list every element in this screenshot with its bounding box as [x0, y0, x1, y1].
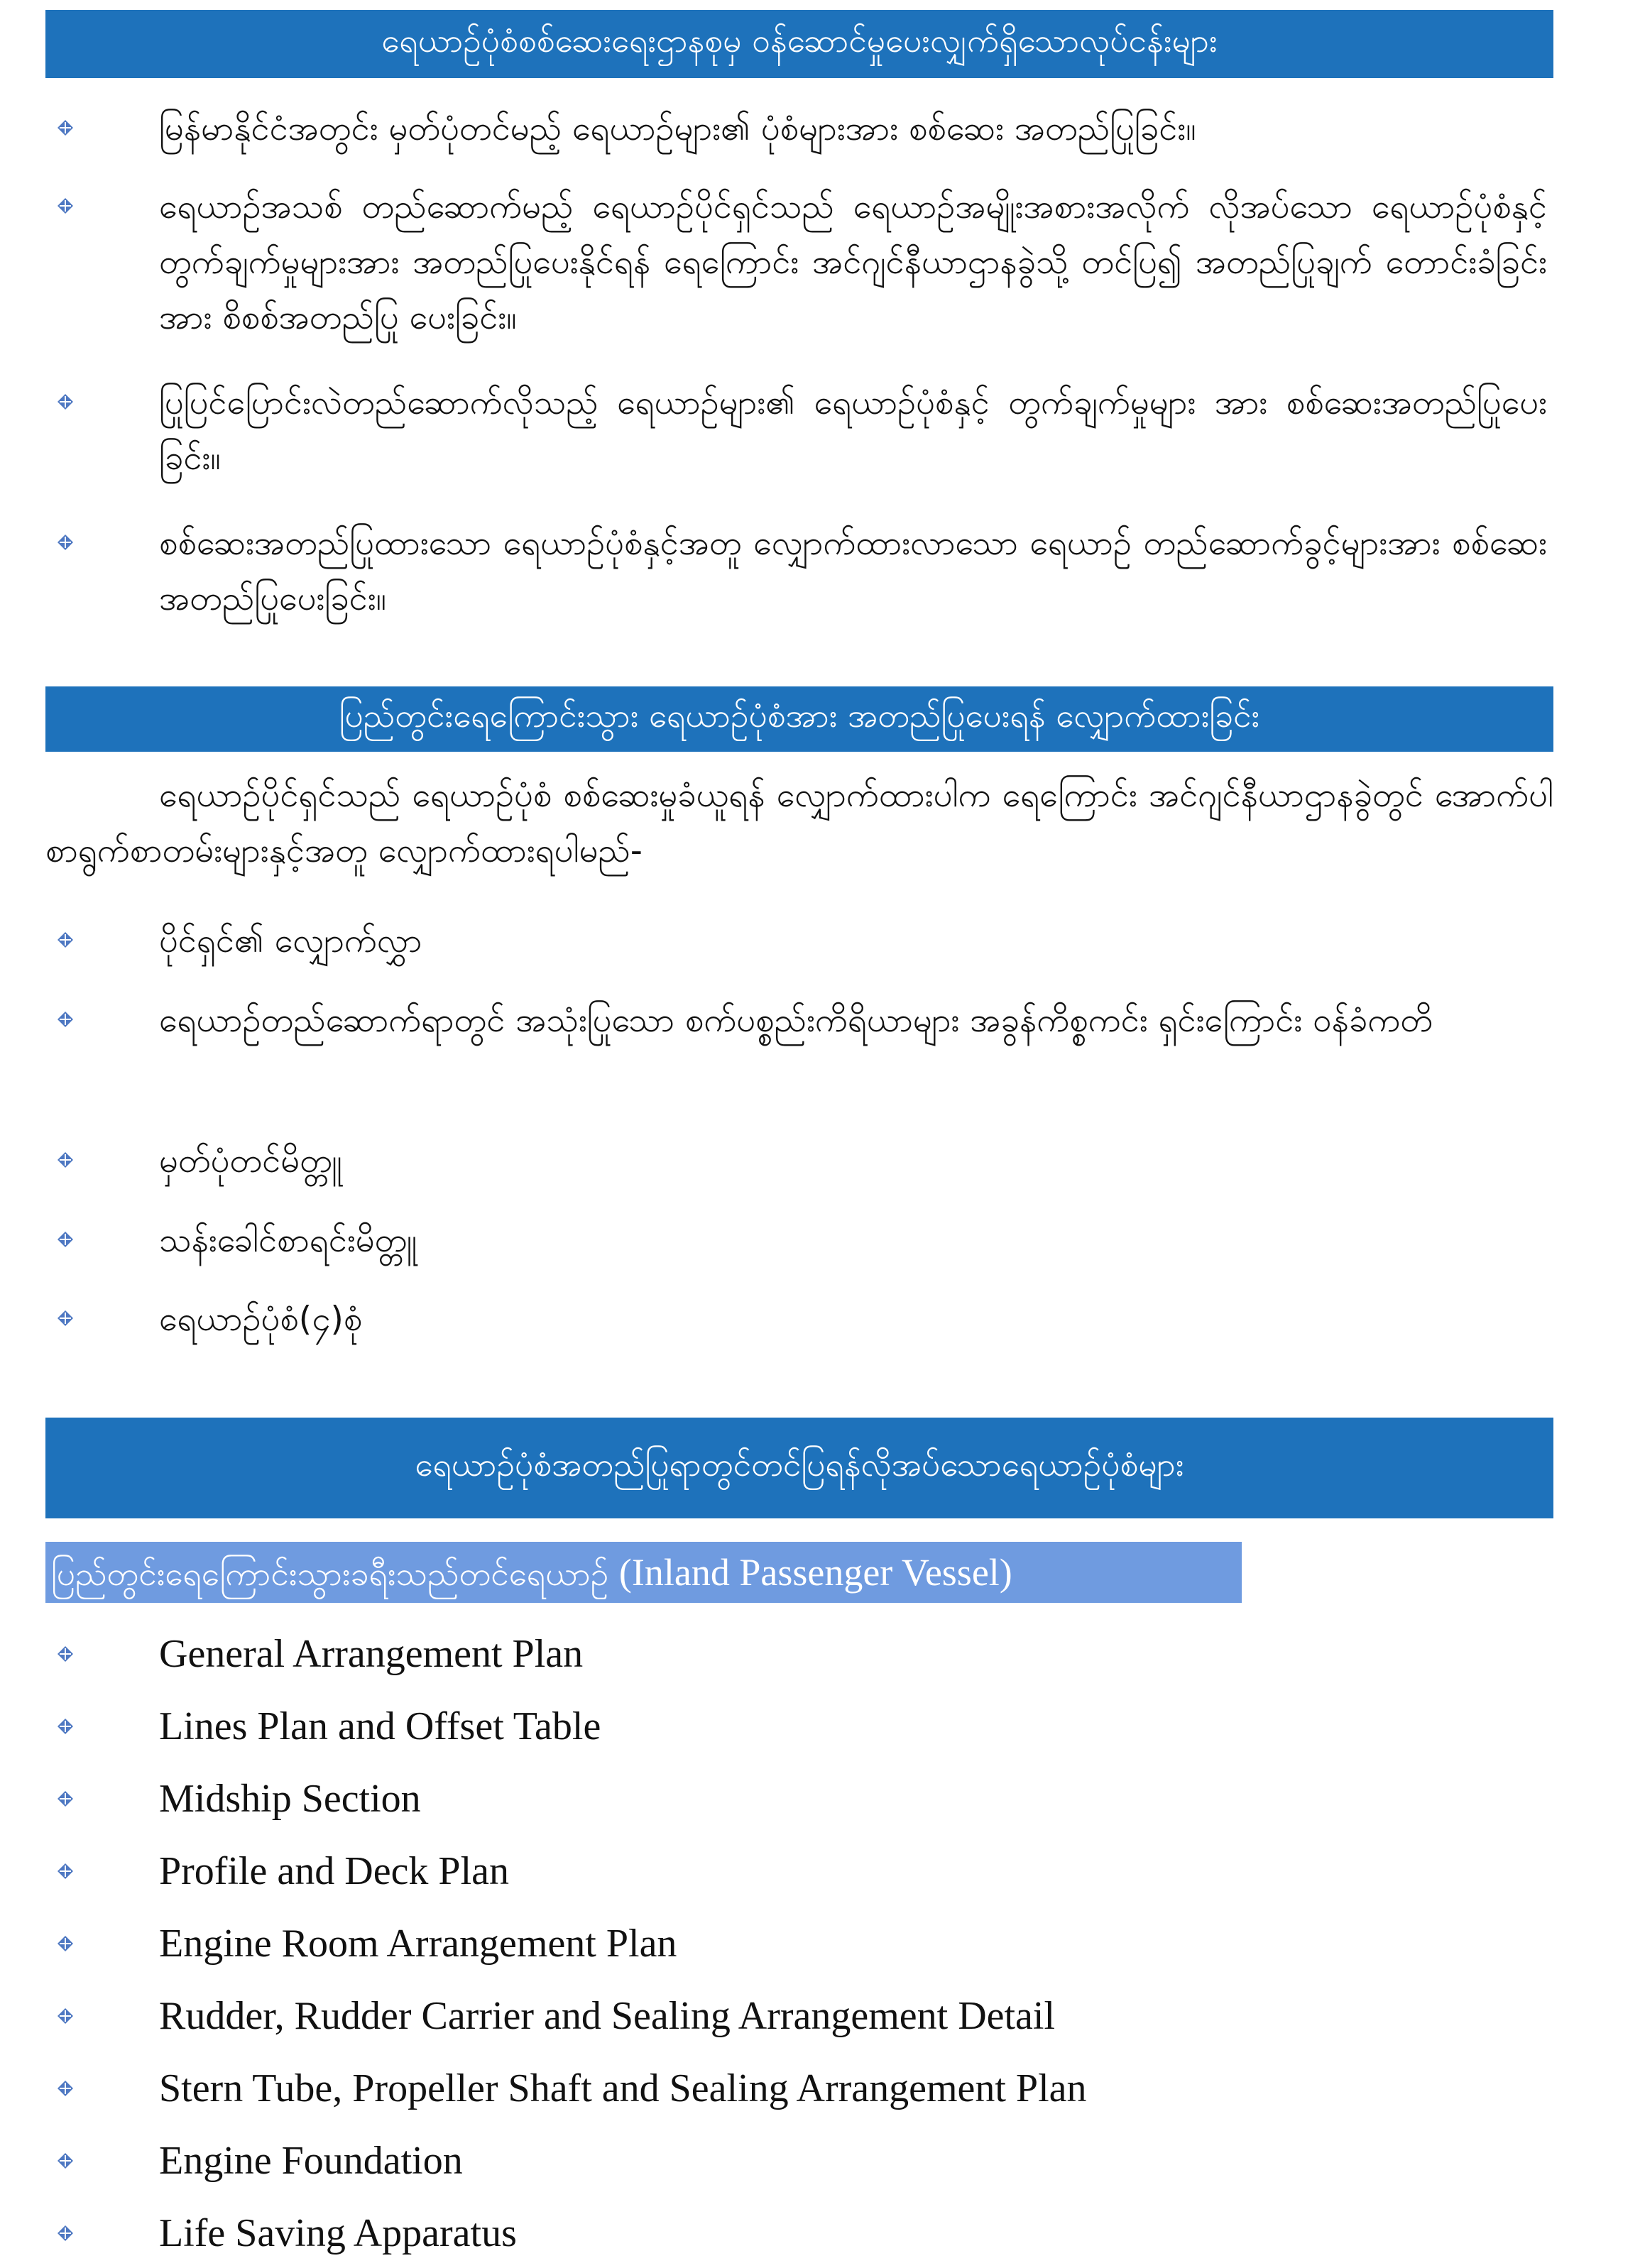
required-plan-item: General Arrangement Plan [159, 1632, 584, 1676]
required-plan-item: Profile and Deck Plan [159, 1849, 509, 1893]
required-plan-item: Engine Foundation [159, 2139, 463, 2183]
required-plan-item: Rudder, Rudder Carrier and Sealing Arrangement Detail [159, 1994, 1056, 2038]
diamond-bullet-icon [57, 931, 74, 948]
diamond-bullet-icon [57, 2007, 74, 2025]
section-1-item: စစ်ဆေးအတည်ပြုထားသော ရေယာဉ်ပုံစံနှင့်အတူ လျှောက်ထားလာသော ရေယာဉ် တည်ဆောက်ခွင့်များအား စစ်ဆေးအတည်ပြုပေးခြင်း။ [159, 524, 1547, 618]
required-plan-item: Engine Room Arrangement Plan [159, 1922, 677, 1966]
diamond-bullet-icon [57, 1718, 74, 1735]
required-plan-item: Life Saving Apparatus [159, 2211, 517, 2255]
required-plan-item: Lines Plan and Offset Table [159, 1704, 601, 1748]
section-2-title: ပြည်တွင်းရေကြောင်းသွား ရေယာဉ်ပုံစံအား အတည်ပြုပေးရန် လျှောက်ထားခြင်း [45, 686, 1553, 752]
required-plan-item: Midship Section [159, 1777, 421, 1821]
section-2-item: ရေယာဉ်တည်ဆောက်ရာတွင် အသုံးပြုသော စက်ပစ္စည်းကိရိယာများ အခွန်ကိစ္စကင်း ရှင်းကြောင်း ဝန်ခံကတိ [159, 1001, 1433, 1040]
diamond-bullet-icon [57, 2152, 74, 2169]
diamond-bullet-icon [57, 1863, 74, 1880]
section-1-item: ရေယာဉ်အသစ် တည်ဆောက်မည့် ရေယာဉ်ပိုင်ရှင်သည် ရေယာဉ်အမျိုးအစားအလိုက် လိုအပ်သော ရေယာဉ်ပုံစံနှင့် တွက်ချက်မှုများအား အတည်ပြုပေးနိုင်ရန် ရေကြောင်း အင်ဂျင်နီယာဌာနခွဲသို့ တင်ပြ၍ အတည်ပြုချက် တောင်းခံခြင်းအား စိစစ်အတည်ပြု ပေးခြင်း။ [159, 187, 1547, 337]
section-2-item: မှတ်ပုံတင်မိတ္တူ [159, 1141, 342, 1180]
diamond-bullet-icon [57, 1935, 74, 1952]
section-2-item: ရေယာဉ်ပုံစံ(၄)စုံ [159, 1300, 363, 1339]
diamond-bullet-icon [57, 2225, 74, 2242]
required-plan-item: Stern Tube, Propeller Shaft and Sealing Arrangement Plan [159, 2066, 1087, 2110]
diamond-bullet-icon [57, 1011, 74, 1028]
section-1-item: မြန်မာနိုင်ငံအတွင်း မှတ်ပုံတင်မည့် ရေယာဉ်များ၏ ပုံစံများအား စစ်ဆေး အတည်ပြုခြင်း။ [159, 109, 1196, 148]
section-3-title: ရေယာဉ်ပုံစံအတည်ပြုရာတွင်တင်ပြရန်လိုအပ်သောရေယာဉ်ပုံစံများ [45, 1418, 1553, 1518]
section-1-item: ပြုပြင်ပြောင်းလဲတည်ဆောက်လိုသည့် ရေယာဉ်များ၏ ရေယာဉ်ပုံစံနှင့် တွက်ချက်မှုများ အား စစ်ဆေးအတည်ပြုပေးခြင်း။ [159, 383, 1547, 478]
diamond-bullet-icon [57, 534, 74, 551]
diamond-bullet-icon [57, 2080, 74, 2097]
diamond-bullet-icon [57, 1231, 74, 1248]
diamond-bullet-icon [57, 393, 74, 410]
diamond-bullet-icon [57, 197, 74, 214]
diamond-bullet-icon [57, 1151, 74, 1168]
section-2-intro: ရေယာဉ်ပိုင်ရှင်သည် ရေယာဉ်ပုံစံ စစ်ဆေးမှုခံယူရန် လျှောက်ထားပါက ရေကြောင်း အင်ဂျင်နီယာဌာနခွဲတွင် အောက်ပါ စာရွက်စာတမ်းများနှင့်အတူ လျှောက်ထားရပါမည်- [45, 776, 1553, 870]
section-2-item: ပိုင်ရှင်၏ လျှောက်လွှာ [159, 921, 422, 960]
vessel-type-english: (Inland Passenger Vessel) [618, 1551, 1012, 1594]
diamond-bullet-icon [57, 1790, 74, 1807]
vessel-type-subheading [45, 1542, 1242, 1603]
section-1-title: ရေယာဉ်ပုံစံစစ်ဆေးရေးဌာနစုမှ ဝန်ဆောင်မှုပေးလျှက်ရှိသောလုပ်ငန်းများ [45, 10, 1553, 78]
section-2-item: သန်းခေါင်စာရင်းမိတ္တူ [159, 1221, 417, 1260]
diamond-bullet-icon [57, 1310, 74, 1327]
diamond-bullet-icon [57, 119, 74, 136]
vessel-type-burmese: ပြည်တွင်းရေကြောင်းသွားခရီးသည်တင်ရေယာဉ် [51, 1555, 619, 1593]
diamond-bullet-icon [57, 1645, 74, 1662]
